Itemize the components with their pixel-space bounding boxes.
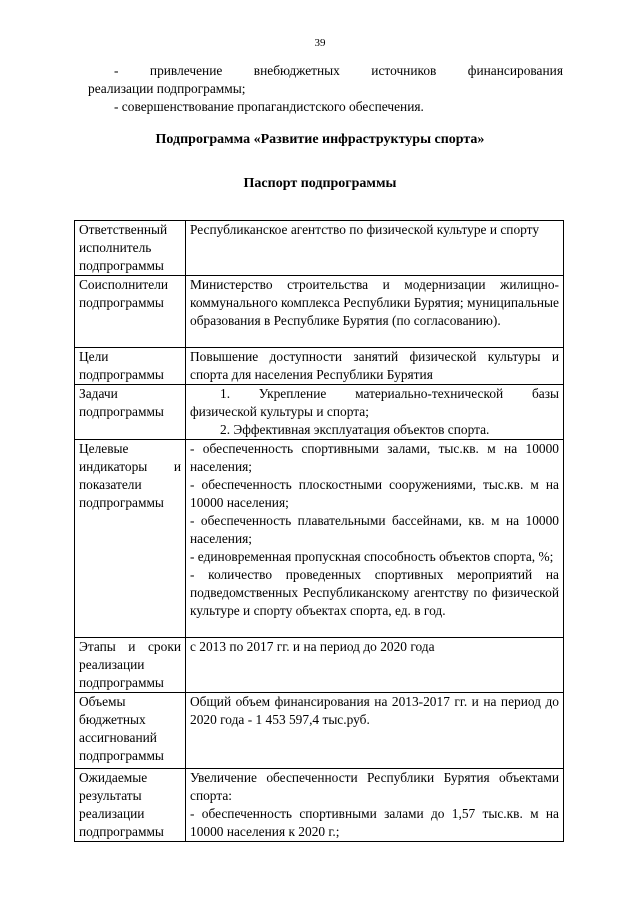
table-row <box>75 348 564 385</box>
row-label: Ожидаемые результаты реализации подпрограммы <box>75 769 186 842</box>
indicator-item: - количество проведенных спортивных мероприятий на подведомственных Республиканскому агентству по физической культуре и спорту объектах спорта, ед. в год. <box>190 567 559 618</box>
table-row <box>75 221 564 276</box>
row-value <box>186 440 564 638</box>
table-row <box>75 693 564 769</box>
passport-title: Паспорт подпрограммы <box>243 176 397 191</box>
result-intro: Увеличение обеспеченности Республики Бурятия объектами спорта: <box>190 770 559 803</box>
intro-line-3: - совершенствование пропагандистского обеспечения. <box>114 99 424 114</box>
table-row <box>75 769 564 842</box>
page-number: 39 <box>314 37 326 49</box>
row-value: Общий объем финансирования на 2013-2017 гг. и на период до 2020 года - 1 453 597,4 тыс.руб. <box>186 693 564 769</box>
indicator-item: - единовременная пропускная способность объектов спорта, %; <box>190 549 554 564</box>
row-value: Министерство строительства и модернизации жилищно-коммунального комплекса Республики Бурятия; муниципальные образования в Республике Бурятия (по согласованию). <box>186 276 564 348</box>
row-label: Задачи подпрограммы <box>75 385 186 440</box>
row-value: Повышение доступности занятий физической культуры и спорта для населения Республики Бурятия <box>186 348 564 385</box>
table-row <box>75 440 564 638</box>
row-label: Целевые индикаторы и показатели подпрограммы <box>75 440 186 638</box>
table-row <box>75 385 564 440</box>
row-value: с 2013 по 2017 гг. и на период до 2020 года <box>186 638 564 693</box>
table-row <box>75 638 564 693</box>
indicator-item: - обеспеченность плавательными бассейнами, кв. м на 10000 населения; <box>190 513 559 546</box>
row-label: Цели подпрограммы <box>75 348 186 385</box>
task-2: 2. Эффективная эксплуатация объектов спорта. <box>220 422 490 437</box>
row-value <box>186 769 564 842</box>
table-row <box>75 276 564 348</box>
row-value: Республиканское агентство по физической культуре и спорту <box>186 221 564 276</box>
row-label: Этапы и сроки реализации подпрограммы <box>75 638 186 693</box>
row-label: Ответственный исполнитель подпрограммы <box>75 221 186 276</box>
task-1-cont: физической культуры и спорта; <box>190 404 369 419</box>
intro-line-1: - привлечение внебюджетных источников финансирования <box>114 63 563 78</box>
result-item: - обеспеченность спортивными залами до 1,57 тыс.кв. м на 10000 населения к 2020 г.; <box>190 806 559 839</box>
row-value <box>186 385 564 440</box>
indicator-item: - обеспеченность плоскостными сооружениями, тыс.кв. м на 10000 населения; <box>190 477 559 510</box>
row-label: Объемы бюджетных ассигнований подпрограммы <box>75 693 186 769</box>
intro-block <box>88 62 563 116</box>
intro-line-2: реализации подпрограммы; <box>88 81 246 96</box>
passport-table <box>74 220 564 842</box>
subprogram-title: Подпрограмма «Развитие инфраструктуры спорта» <box>155 132 485 147</box>
task-1: 1. Укрепление материально-технической базы <box>220 386 559 401</box>
row-label: Соисполнители подпрограммы <box>75 276 186 348</box>
indicator-item: - обеспеченность спортивными залами, тыс.кв. м на 10000 населения; <box>190 441 559 474</box>
